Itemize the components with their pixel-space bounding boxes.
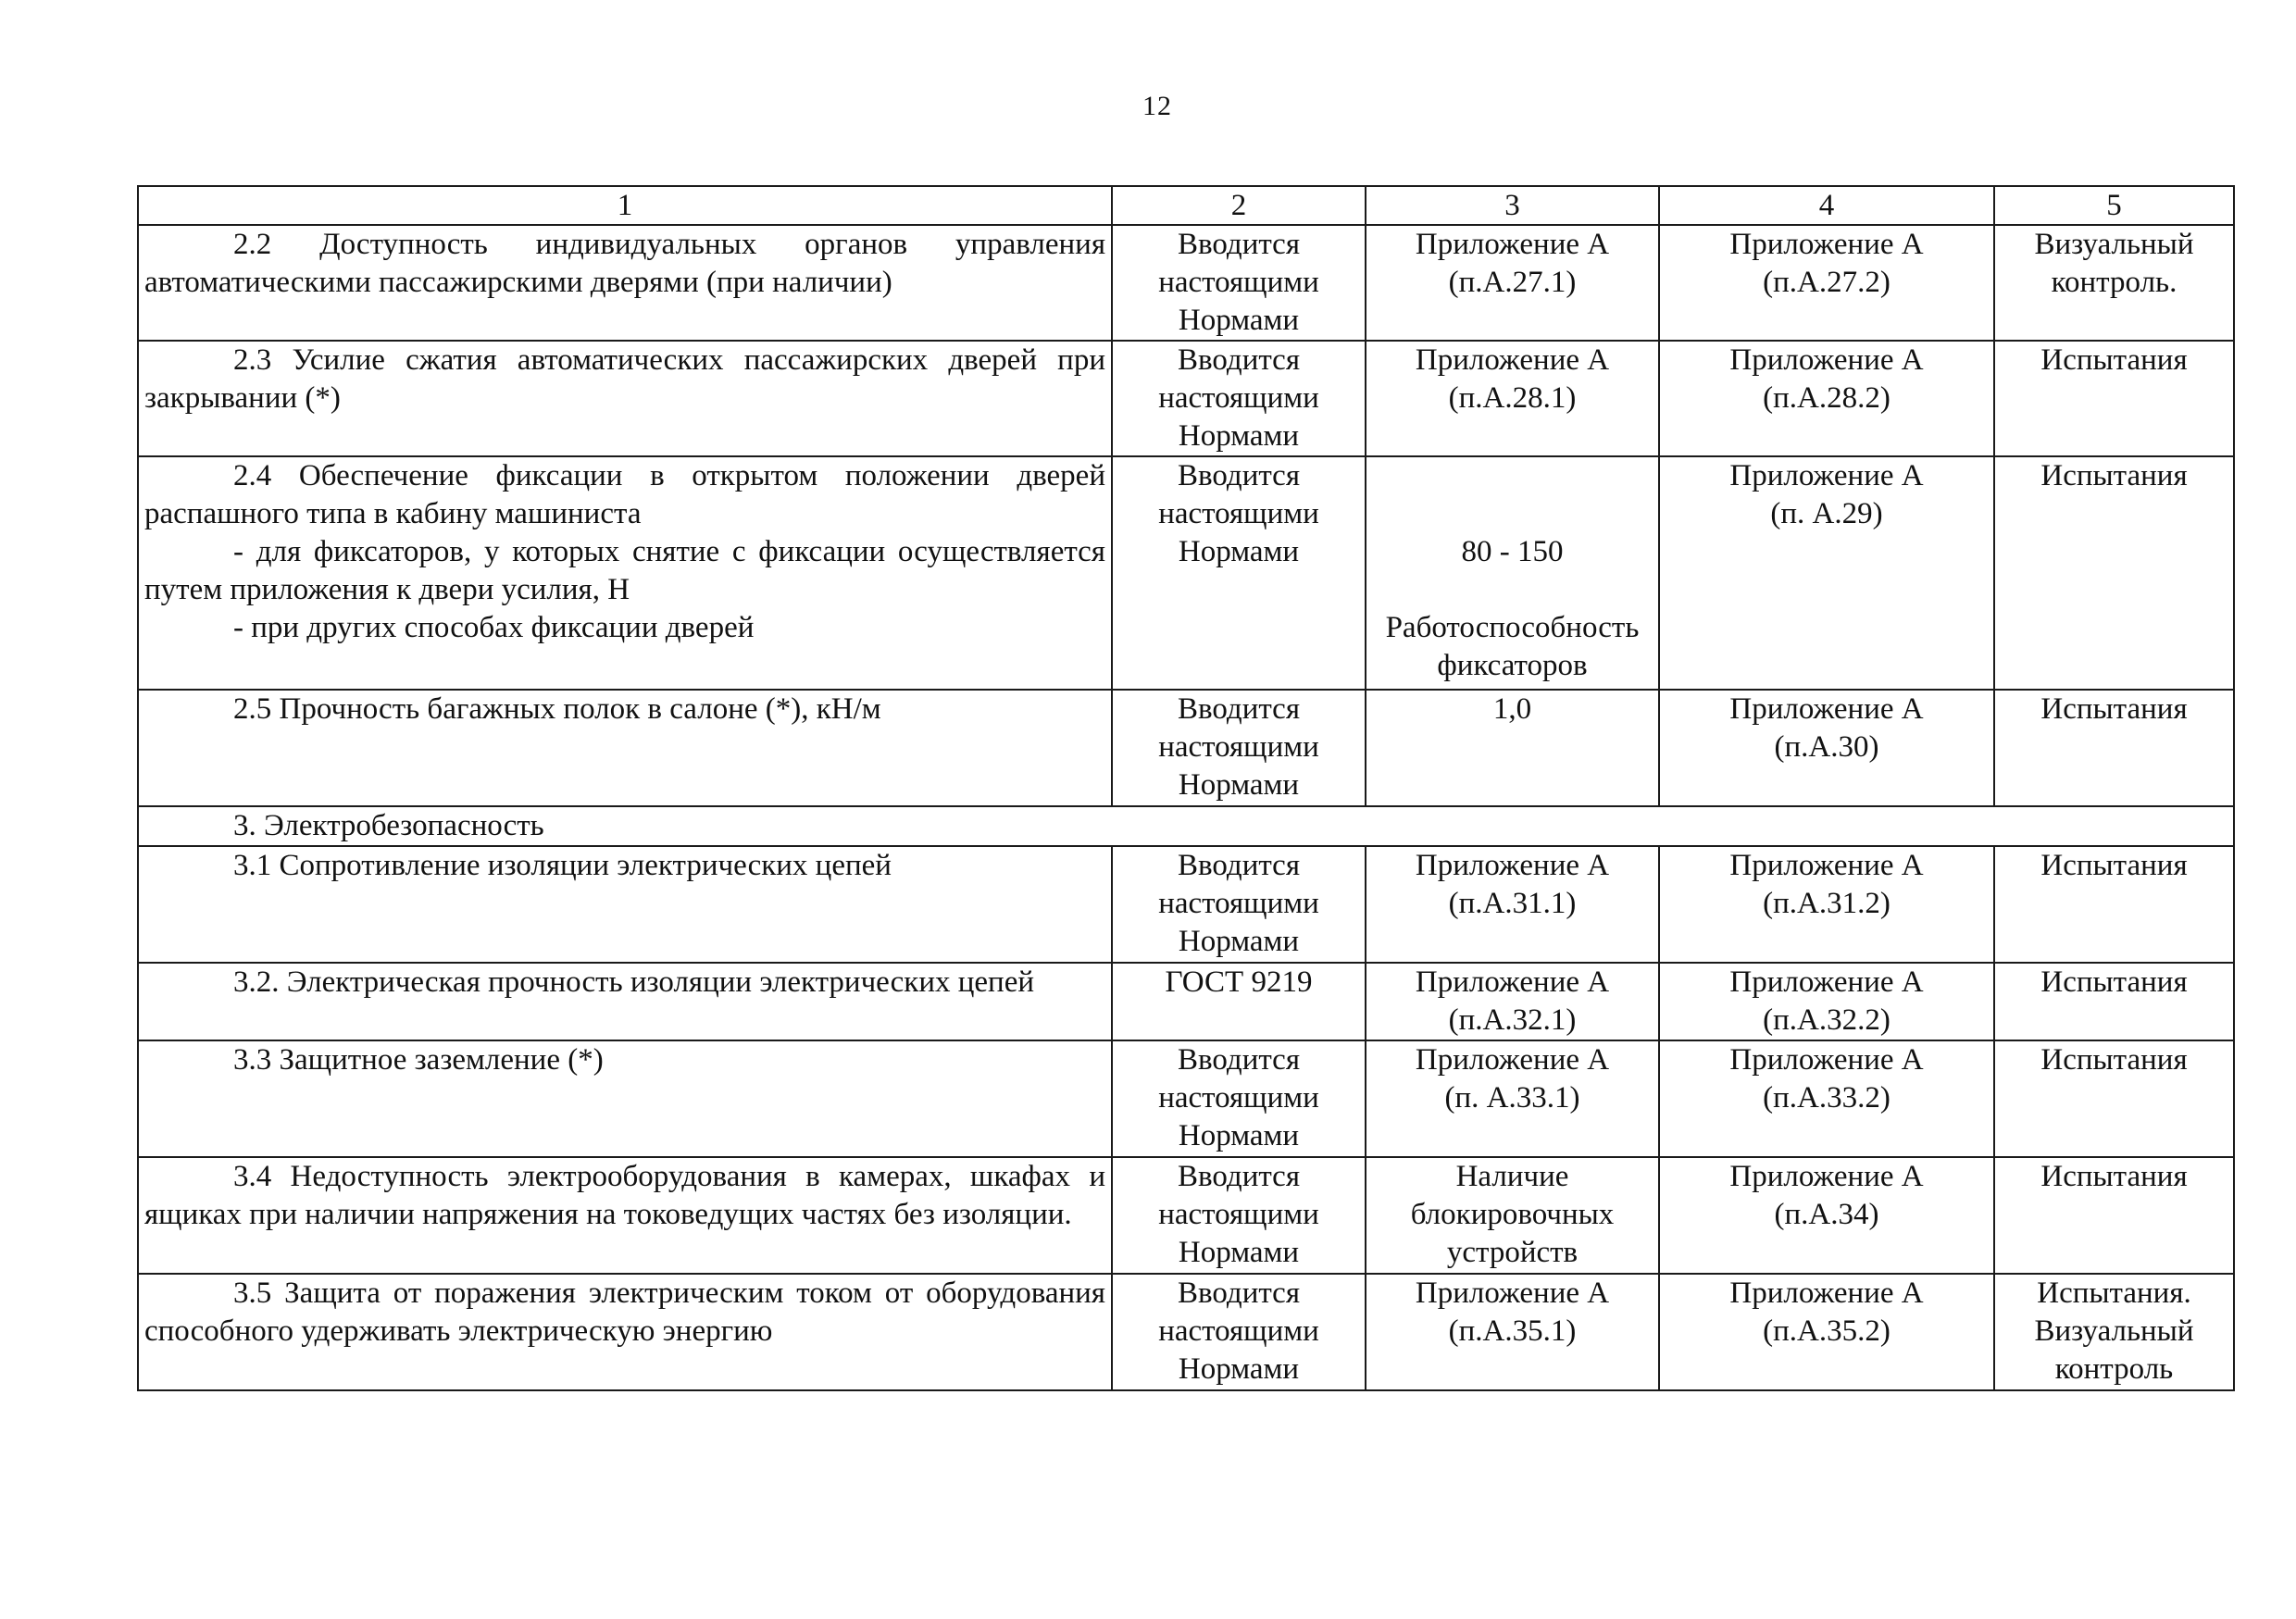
cell-line: (п.А.30) (1774, 730, 1879, 764)
table-row (138, 963, 2234, 1040)
method-cell (1659, 846, 1994, 963)
cell-line: контроль (2054, 1352, 2174, 1386)
cell-line: ГОСТ 9219 (1165, 965, 1313, 999)
description-subitem: - для фиксаторов, у которых снятие с фиксации осуществляется путем приложения к двери усилия, Н (144, 535, 1105, 606)
table-row (138, 456, 2234, 690)
method-cell (1659, 456, 1994, 690)
requirements-table (137, 185, 2235, 1391)
cell-line: настоящими (1158, 381, 1319, 415)
norm-value: 1,0 (1492, 692, 1532, 726)
cell-line: контроль. (2051, 266, 2177, 299)
cell-line: Нормами (1178, 304, 1300, 337)
header-col-2: 2 (1112, 186, 1366, 225)
method-cell (1659, 1040, 1994, 1157)
row-description (138, 1040, 1112, 1157)
cell-line: Испытания (2040, 1160, 2188, 1193)
cell-line: Приложение А (1729, 228, 1924, 261)
norm-cell (1366, 1040, 1659, 1157)
control-cell (1994, 963, 2234, 1040)
method-cell (1659, 1157, 1994, 1274)
norm-value: 80 - 150 (1461, 535, 1564, 568)
cell-line: Испытания (2040, 343, 2188, 377)
cell-line: Приложение А (1415, 1277, 1610, 1310)
method-cell (1659, 963, 1994, 1040)
norm-cell (1366, 456, 1659, 690)
description-text: 2.3 Усилие сжатия автоматических пассажирских дверей при закрывании (*) (144, 343, 1105, 415)
description-subitem: - при других способах фиксации дверей (233, 611, 755, 644)
table-row (138, 1157, 2234, 1274)
cell-line: Нормами (1178, 535, 1300, 568)
control-cell (1994, 1274, 2234, 1390)
cell-line: Приложение А (1415, 1043, 1610, 1077)
source-cell (1112, 690, 1366, 806)
norm-cell (1366, 341, 1659, 456)
cell-line: (п. А.33.1) (1444, 1081, 1580, 1115)
source-cell (1112, 1040, 1366, 1157)
cell-line: Испытания (2040, 1043, 2188, 1077)
cell-line: (п.А.34) (1774, 1198, 1879, 1231)
cell-line: настоящими (1158, 887, 1319, 920)
cell-line: Приложение А (1729, 965, 1924, 999)
description-text: 3.2. Электрическая прочность изоляции электрических цепей (233, 965, 1035, 999)
header-col-1: 1 (138, 186, 1112, 225)
table-row (138, 846, 2234, 963)
control-cell (1994, 690, 2234, 806)
cell-line: настоящими (1158, 1081, 1319, 1115)
cell-line: Приложение А (1729, 343, 1924, 377)
description-text: 3.4 Недоступность электрооборудования в камерах, шкафах и ящиках при наличии напряжения на токоведущих частях без изоляции. (144, 1160, 1105, 1231)
cell-line: (п.А.32.2) (1763, 1003, 1890, 1037)
table-row (138, 1274, 2234, 1390)
cell-line: (п.А.32.1) (1448, 1003, 1577, 1037)
cell-line: Нормами (1178, 925, 1300, 958)
source-cell (1112, 456, 1366, 690)
cell-line: Приложение А (1729, 1160, 1924, 1193)
cell-line: настоящими (1158, 497, 1319, 530)
row-description (138, 846, 1112, 963)
cell-line: Визуальный (2034, 228, 2194, 261)
header-col-4: 4 (1659, 186, 1994, 225)
header-row (138, 186, 2234, 225)
cell-line: Вводится (1177, 1160, 1301, 1193)
row-description (138, 1274, 1112, 1390)
row-description (138, 690, 1112, 806)
description-text: 2.5 Прочность багажных полок в салоне (*), кН/м (233, 692, 881, 726)
table-row (138, 690, 2234, 806)
cell-line: Приложение А (1415, 228, 1610, 261)
cell-line: (п.А.31.1) (1448, 887, 1577, 920)
cell-line: Наличие (1455, 1160, 1569, 1193)
cell-line: (п.А.31.2) (1763, 887, 1890, 920)
source-cell (1112, 341, 1366, 456)
description-text: 3.5 Защита от поражения электрическим током от оборудования способного удерживать электрическую энергию (144, 1277, 1105, 1348)
cell-line: Испытания. (2037, 1277, 2191, 1310)
cell-line: Приложение А (1415, 965, 1610, 999)
cell-line: (п.А.28.2) (1763, 381, 1890, 415)
source-cell (1112, 1274, 1366, 1390)
description-text: 3.3 Защитное заземление (*) (233, 1043, 604, 1077)
control-cell (1994, 1040, 2234, 1157)
norm-cell (1366, 1274, 1659, 1390)
cell-line: настоящими (1158, 266, 1319, 299)
cell-line: Испытания (2040, 692, 2188, 726)
cell-line: настоящими (1158, 730, 1319, 764)
table-row (138, 1040, 2234, 1157)
row-description (138, 1157, 1112, 1274)
cell-line: Вводится (1177, 1277, 1301, 1310)
table-row (138, 341, 2234, 456)
method-cell (1659, 690, 1994, 806)
row-description (138, 341, 1112, 456)
section-title (138, 806, 2234, 846)
cell-line: Приложение А (1729, 849, 1924, 882)
cell-line: Визуальный (2034, 1314, 2194, 1348)
cell-line: фиксаторов (1437, 649, 1588, 682)
header-col-5: 5 (1994, 186, 2234, 225)
norm-cell (1366, 1157, 1659, 1274)
cell-line: Приложение А (1415, 849, 1610, 882)
cell-line: Нормами (1178, 1352, 1300, 1386)
cell-line: Испытания (2040, 849, 2188, 882)
header-col-3: 3 (1366, 186, 1659, 225)
cell-line: (п.А.27.1) (1448, 266, 1577, 299)
cell-line: настоящими (1158, 1314, 1319, 1348)
cell-line: Нормами (1178, 768, 1300, 802)
row-description (138, 456, 1112, 690)
method-cell (1659, 341, 1994, 456)
cell-line: Испытания (2040, 965, 2188, 999)
cell-line: Вводится (1177, 228, 1301, 261)
cell-line: Приложение А (1729, 1277, 1924, 1310)
cell-line: Вводится (1177, 849, 1301, 882)
source-cell (1112, 225, 1366, 341)
cell-line: устройств (1446, 1236, 1578, 1269)
cell-line: Приложение А (1729, 1043, 1924, 1077)
source-cell (1112, 846, 1366, 963)
control-cell (1994, 1157, 2234, 1274)
cell-line: Испытания (2040, 459, 2188, 492)
cell-line: (п.А.35.2) (1763, 1314, 1890, 1348)
cell-line: (п.А.27.2) (1763, 266, 1890, 299)
cell-line: Приложение А (1729, 692, 1924, 726)
source-cell (1112, 963, 1366, 1040)
cell-line: Вводится (1177, 692, 1301, 726)
table-row (138, 225, 2234, 341)
control-cell (1994, 456, 2234, 690)
cell-line: (п.А.33.2) (1763, 1081, 1890, 1115)
source-cell (1112, 1157, 1366, 1274)
cell-line: Вводится (1177, 343, 1301, 377)
method-cell (1659, 225, 1994, 341)
cell-line: Нормами (1178, 1119, 1300, 1152)
description-text: 2.2 Доступность индивидуальных органов управления автоматическими пассажирскими дверями (при наличии) (144, 228, 1105, 299)
norm-cell (1366, 225, 1659, 341)
norm-cell (1366, 963, 1659, 1040)
control-cell (1994, 341, 2234, 456)
cell-line: (п. А.29) (1770, 497, 1883, 530)
cell-line: Нормами (1178, 1236, 1300, 1269)
method-cell (1659, 1274, 1994, 1390)
cell-line: (п.А.35.1) (1448, 1314, 1577, 1348)
description-text: 2.4 Обеспечение фиксации в открытом положении дверей распашного типа в кабину машиниста (144, 459, 1105, 530)
section-title-text: 3. Электробезопасность (233, 809, 544, 842)
description-text: 3.1 Сопротивление изоляции электрических цепей (233, 849, 892, 882)
cell-line: настоящими (1158, 1198, 1319, 1231)
control-cell (1994, 846, 2234, 963)
page-number: 12 (1142, 91, 1172, 121)
section-row (138, 806, 2234, 846)
cell-line: Нормами (1178, 419, 1300, 453)
cell-line: Вводится (1177, 1043, 1301, 1077)
cell-line: блокировочных (1410, 1198, 1615, 1231)
cell-line: Приложение А (1415, 343, 1610, 377)
cell-line: Приложение А (1729, 459, 1924, 492)
control-cell (1994, 225, 2234, 341)
row-description (138, 963, 1112, 1040)
norm-cell (1366, 846, 1659, 963)
norm-cell (1366, 690, 1659, 806)
cell-line: Работоспособность (1385, 611, 1640, 644)
cell-line: Вводится (1177, 459, 1301, 492)
row-description (138, 225, 1112, 341)
cell-line: (п.А.28.1) (1448, 381, 1577, 415)
